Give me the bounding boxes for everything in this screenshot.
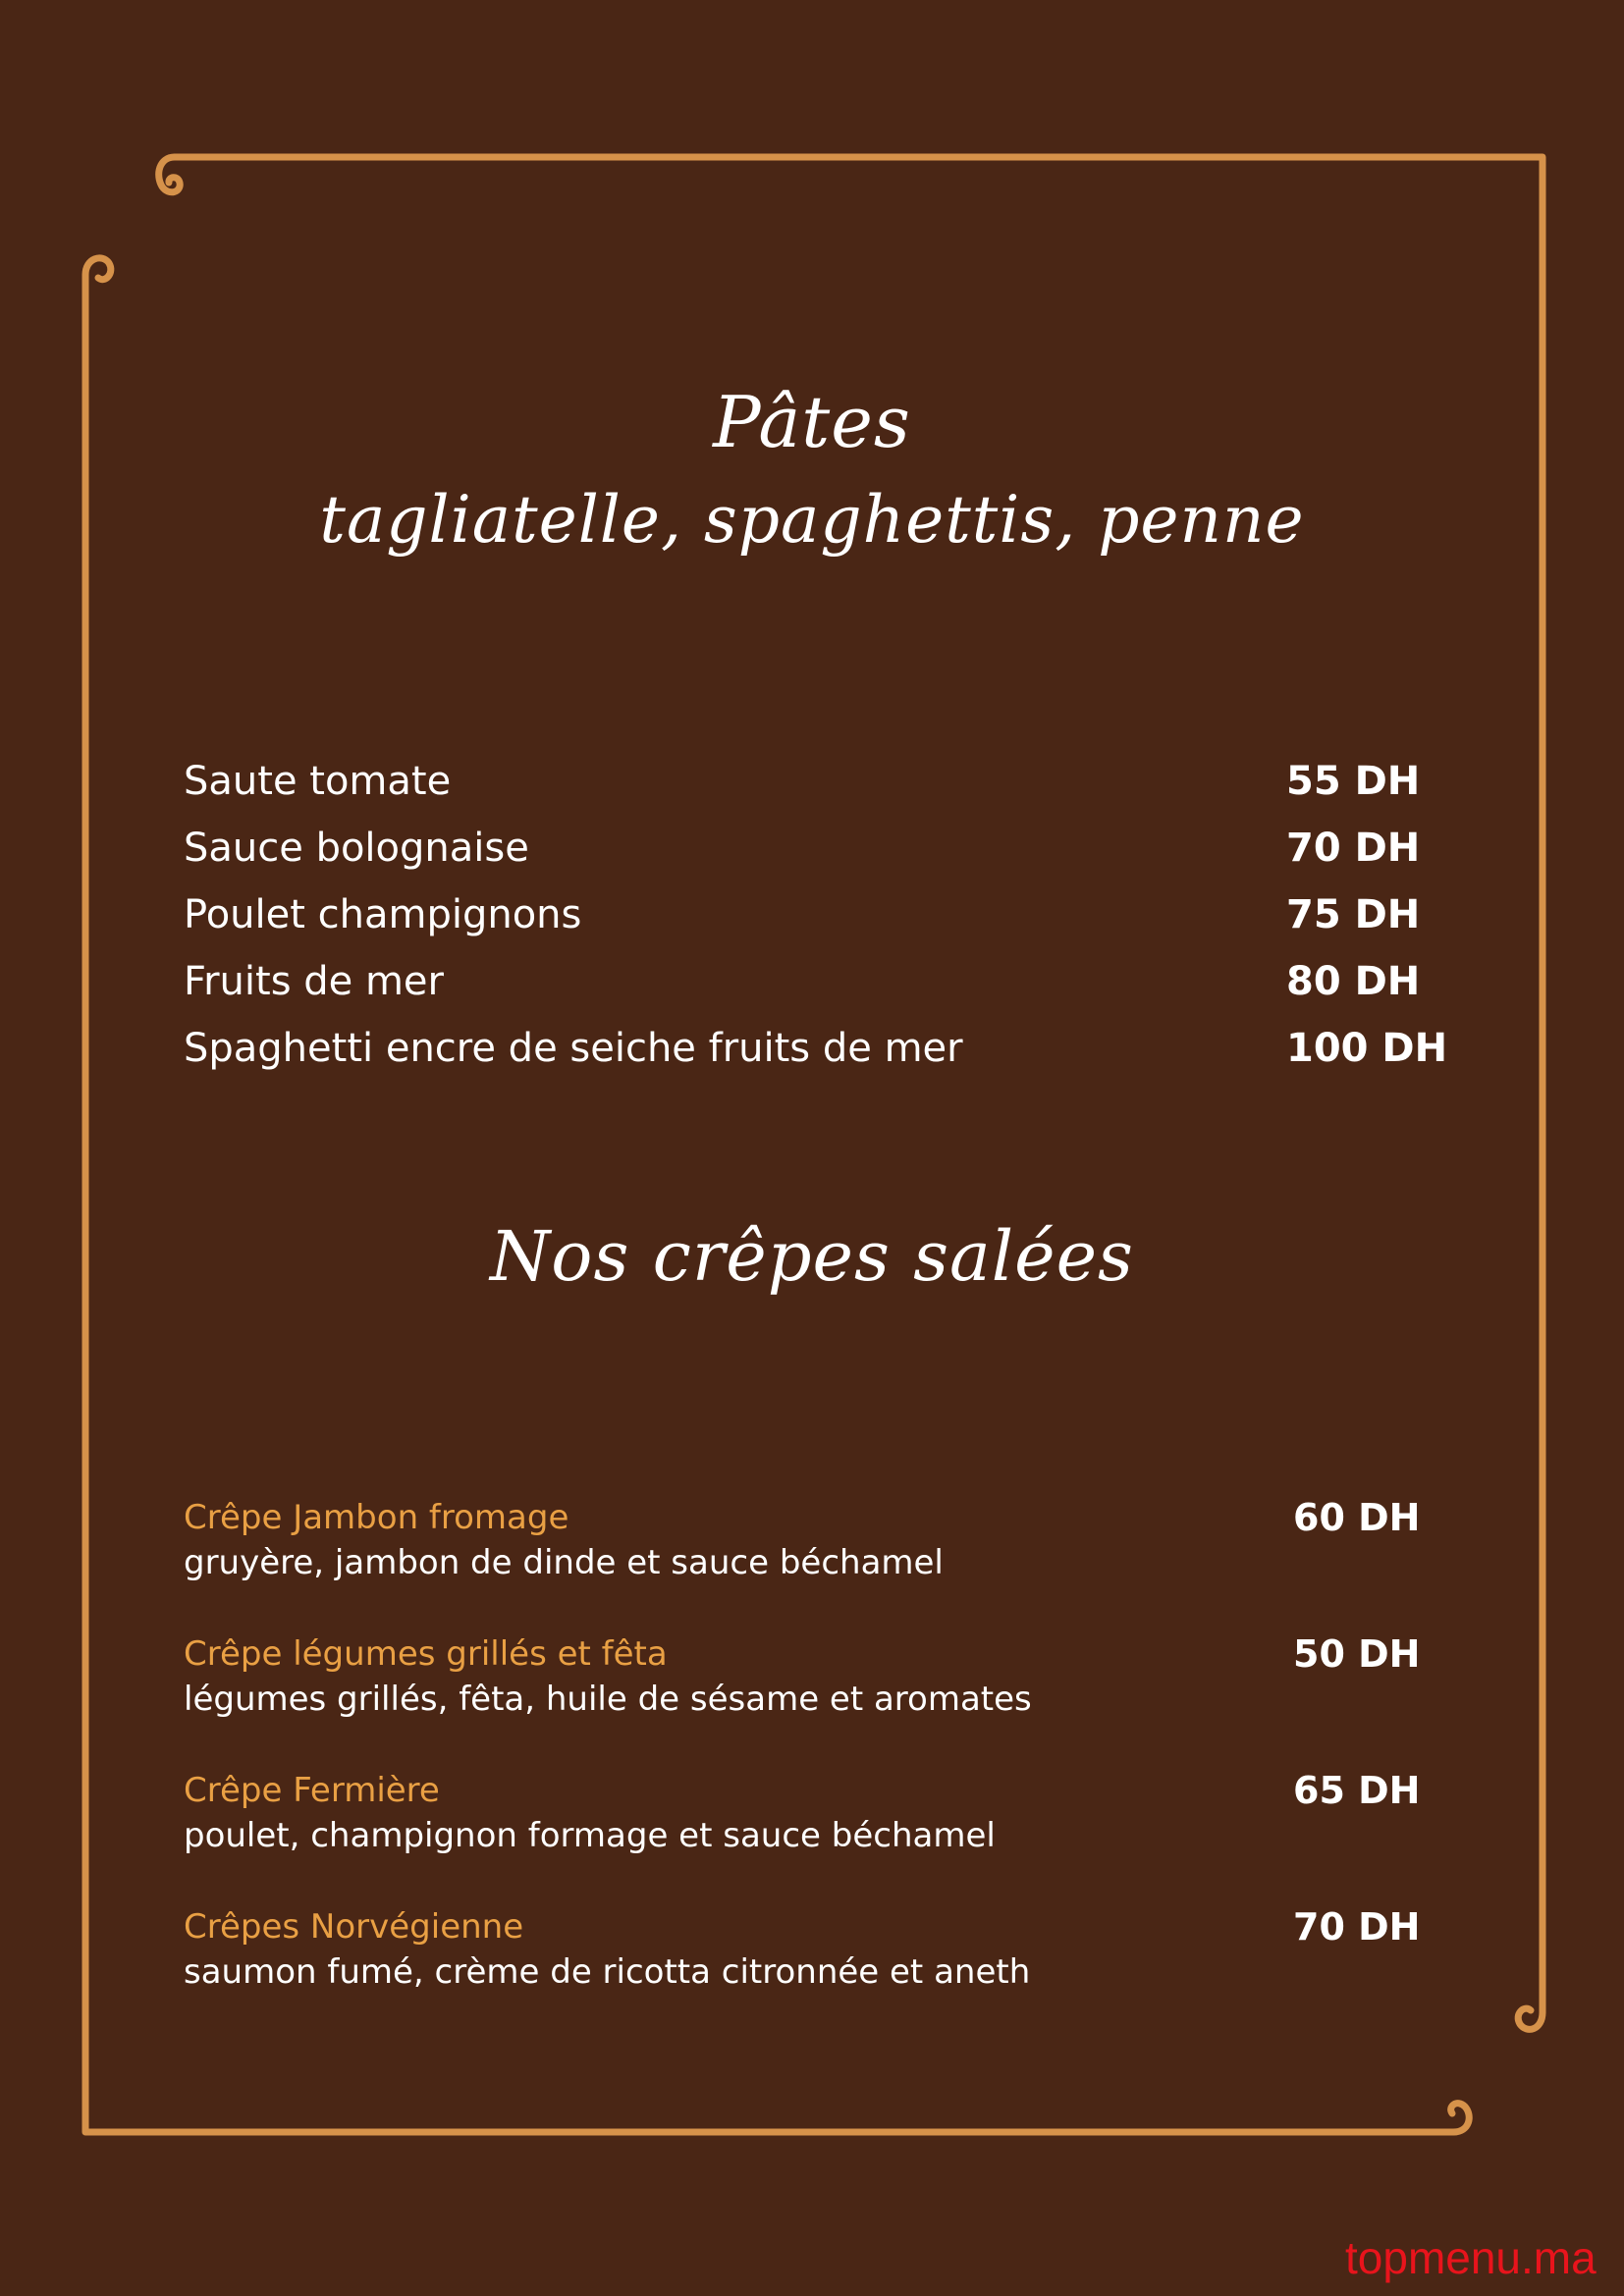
watermark-link[interactable]: topmenu.ma xyxy=(1345,2232,1597,2283)
crepe-item-name: Crêpe légumes grillés et fêta xyxy=(184,1634,668,1674)
pasta-item xyxy=(184,954,1460,1021)
crepes-section-title: Nos crêpes salées xyxy=(490,1216,1134,1297)
pasta-item xyxy=(184,821,1460,887)
crepes-menu-list xyxy=(184,1492,1460,2038)
pasta-item-price: 70 DH xyxy=(1286,826,1421,871)
pasta-item xyxy=(184,1021,1460,1088)
pasta-section-title: Pâtes xyxy=(713,381,911,463)
crepe-item-description: saumon fumé, crème de ricotta citronnée et aneth xyxy=(184,1952,1031,1992)
crepe-item-description: poulet, champignon formage et sauce béchamel xyxy=(184,1816,996,1855)
crepe-item-description: gruyère, jambon de dinde et sauce béchamel xyxy=(184,1543,944,1582)
crepe-item xyxy=(184,1901,1460,2038)
pasta-item-name: Spaghetti encre de seiche fruits de mer xyxy=(184,1026,963,1071)
pasta-item xyxy=(184,887,1460,954)
pasta-item-price: 75 DH xyxy=(1286,892,1421,937)
crepe-item-name: Crêpe Jambon fromage xyxy=(184,1498,569,1537)
pasta-item-name: Saute tomate xyxy=(184,759,452,804)
pasta-section-subtitle: tagliatelle, spaghettis, penne xyxy=(319,482,1305,558)
crepe-item xyxy=(184,1765,1460,1901)
crepe-item xyxy=(184,1629,1460,1765)
crepe-item-name: Crêpes Norvégienne xyxy=(184,1907,524,1947)
crepe-item-name: Crêpe Fermière xyxy=(184,1771,440,1810)
crepe-item-price: 50 DH xyxy=(1293,1632,1421,1676)
pasta-item-name: Fruits de mer xyxy=(184,959,444,1004)
pasta-item-name: Sauce bolognaise xyxy=(184,826,529,871)
pasta-item-price: 55 DH xyxy=(1286,759,1421,804)
pasta-item-price: 100 DH xyxy=(1286,1026,1448,1071)
pasta-item-price: 80 DH xyxy=(1286,959,1421,1004)
pasta-item-name: Poulet champignons xyxy=(184,892,582,937)
crepe-item-price: 70 DH xyxy=(1293,1905,1421,1949)
crepe-item-price: 65 DH xyxy=(1293,1769,1421,1812)
crepe-item-description: légumes grillés, fêta, huile de sésame et aromates xyxy=(184,1680,1032,1719)
pasta-item xyxy=(184,754,1460,821)
pasta-menu-list xyxy=(184,754,1460,1088)
crepe-item-price: 60 DH xyxy=(1293,1496,1421,1539)
crepe-item xyxy=(184,1492,1460,1629)
